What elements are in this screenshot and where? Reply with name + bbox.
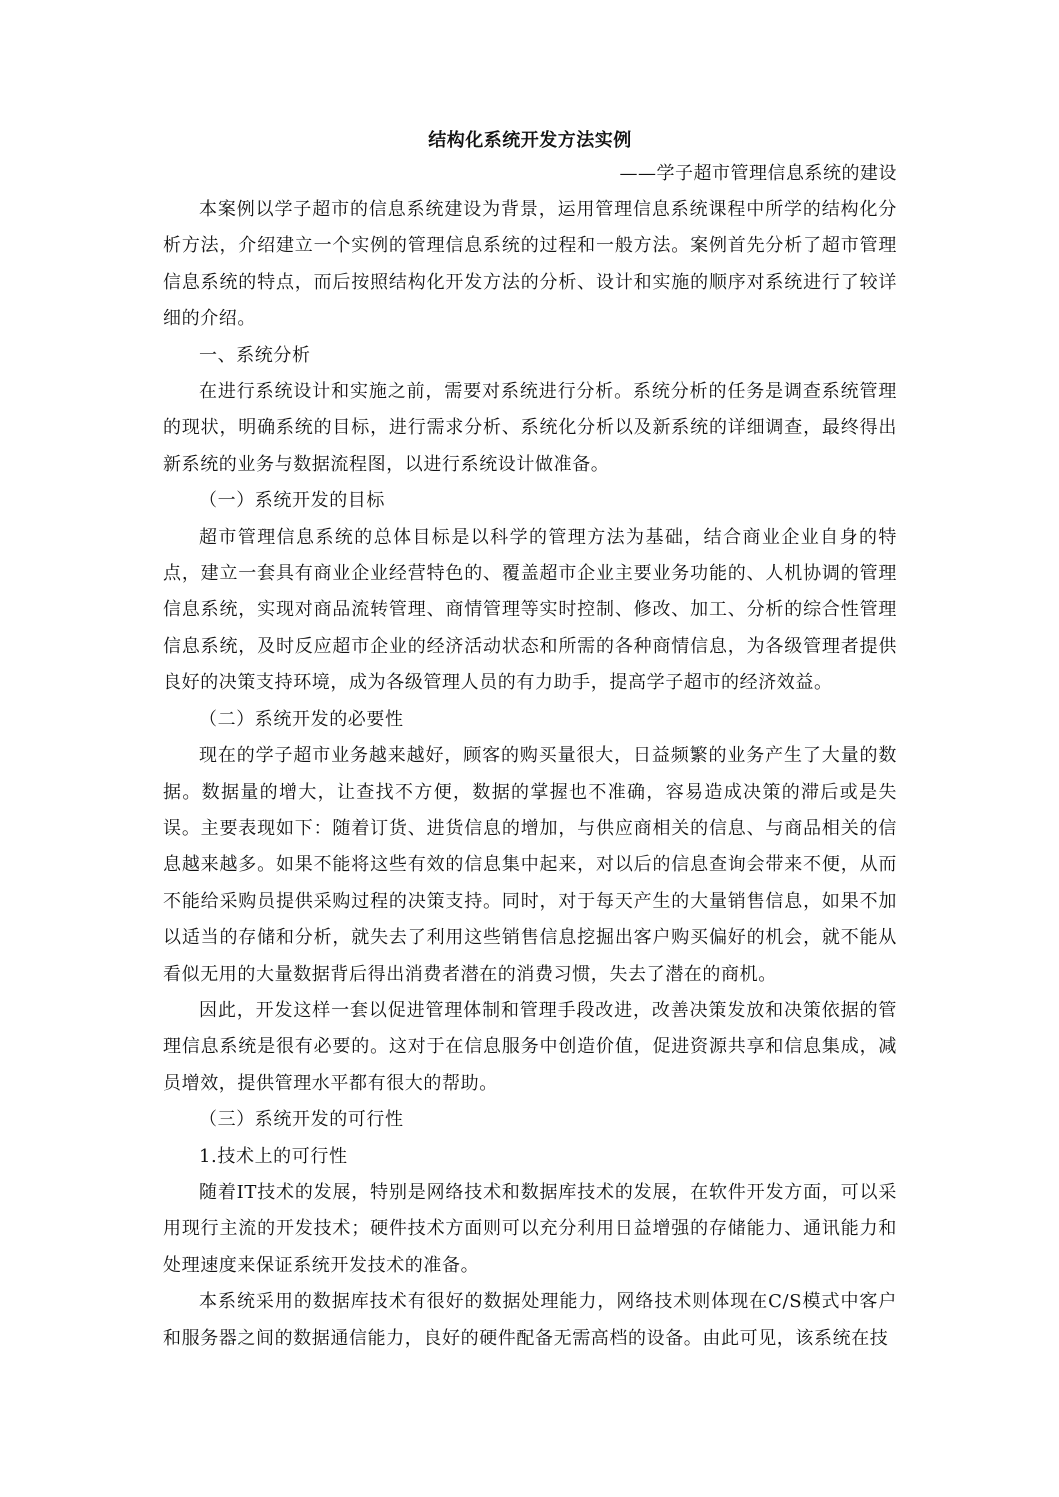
goals-paragraph: 超市管理信息系统的总体目标是以科学的管理方法为基础，结合商业企业自身的特点，建立一套具有商业企业经营特色的、覆盖超市企业主要业务功能的、人机协调的管理信息系统，实现对商品流转管理、商情管理等实时控制、修改、加工、分析的综合性管理信息系统，及时反应超市企业的经济活动状态和所需的各种商情信息，为各级管理者提供良好的决策支持环境，成为各级管理人员的有力助手，提高学子超市的经济效益。 [163, 526, 897, 694]
document-subtitle: ——学子超市管理信息系统的建设 [619, 163, 897, 184]
document-body [163, 126, 897, 1357]
necessity-conclusion-paragraph: 因此，开发这样一套以促进管理体制和管理手段改进，改善决策发放和决策依据的管理信息系统是很有必要的。这对于在信息服务中创造价值，促进资源共享和信息集成，减员增效，提供管理水平都有很大的帮助。 [163, 999, 897, 1094]
subsection-heading-technical-feasibility: 1.技术上的可行性 [199, 1145, 348, 1167]
system-analysis-paragraph: 在进行系统设计和实施之前，需要对系统进行分析。系统分析的任务是调查系统管理的现状，明确系统的目标，进行需求分析、系统化分析以及新系统的详细调查，最终得出新系统的业务与数据流程图，以进行系统设计做准备。 [163, 381, 897, 475]
subsection-heading-necessity: （二）系统开发的必要性 [199, 708, 404, 730]
database-technology-paragraph: 本系统采用的数据库技术有很好的数据处理能力，网络技术则体现在C/S模式中客户和服务器之间的数据通信能力，良好的硬件配备无需高档的设备。由此可见，该系统在技 [163, 1291, 897, 1349]
technical-feasibility-paragraph: 随着IT技术的发展，特别是网络技术和数据库技术的发展，在软件开发方面，可以采用现行主流的开发技术；硬件技术方面则可以充分利用日益增强的存储能力、通讯能力和处理速度来保证系统开发技术的准备。 [163, 1181, 897, 1276]
subsection-heading-goals: （一）系统开发的目标 [199, 490, 385, 512]
subsection-heading-feasibility: （三）系统开发的可行性 [199, 1109, 404, 1131]
document-title: 结构化系统开发方法实例 [428, 130, 632, 151]
section-heading-system-analysis: 一、系统分析 [199, 344, 311, 366]
necessity-paragraph: 现在的学子超市业务越来越好，顾客的购买量很大，日益频繁的业务产生了大量的数据。数据量的增大，让查找不方便，数据的掌握也不准确，容易造成决策的滞后或是失误。主要表现如下：随着订货、进货信息的增加，与供应商相关的信息、与商品相关的信息越来越多。如果不能将这些有效的信息集中起来，对以后的信息查询会带来不便，从而不能给采购员提供采购过程的决策支持。同时，对于每天产生的大量销售信息，如果不加以适当的存储和分析，就失去了利用这些销售信息挖掘出客户购买偏好的机会，就不能从看似无用的大量数据背后得出消费者潜在的消费习惯，失去了潜在的商机。 [163, 745, 897, 985]
intro-paragraph: 本案例以学子超市的信息系统建设为背景，运用管理信息系统课程中所学的结构化分析方法，介绍建立一个实例的管理信息系统的过程和一般方法。案例首先分析了超市管理信息系统的特点，而后按照结构化开发方法的分析、设计和实施的顺序对系统进行了较详细的介绍。 [163, 199, 897, 330]
